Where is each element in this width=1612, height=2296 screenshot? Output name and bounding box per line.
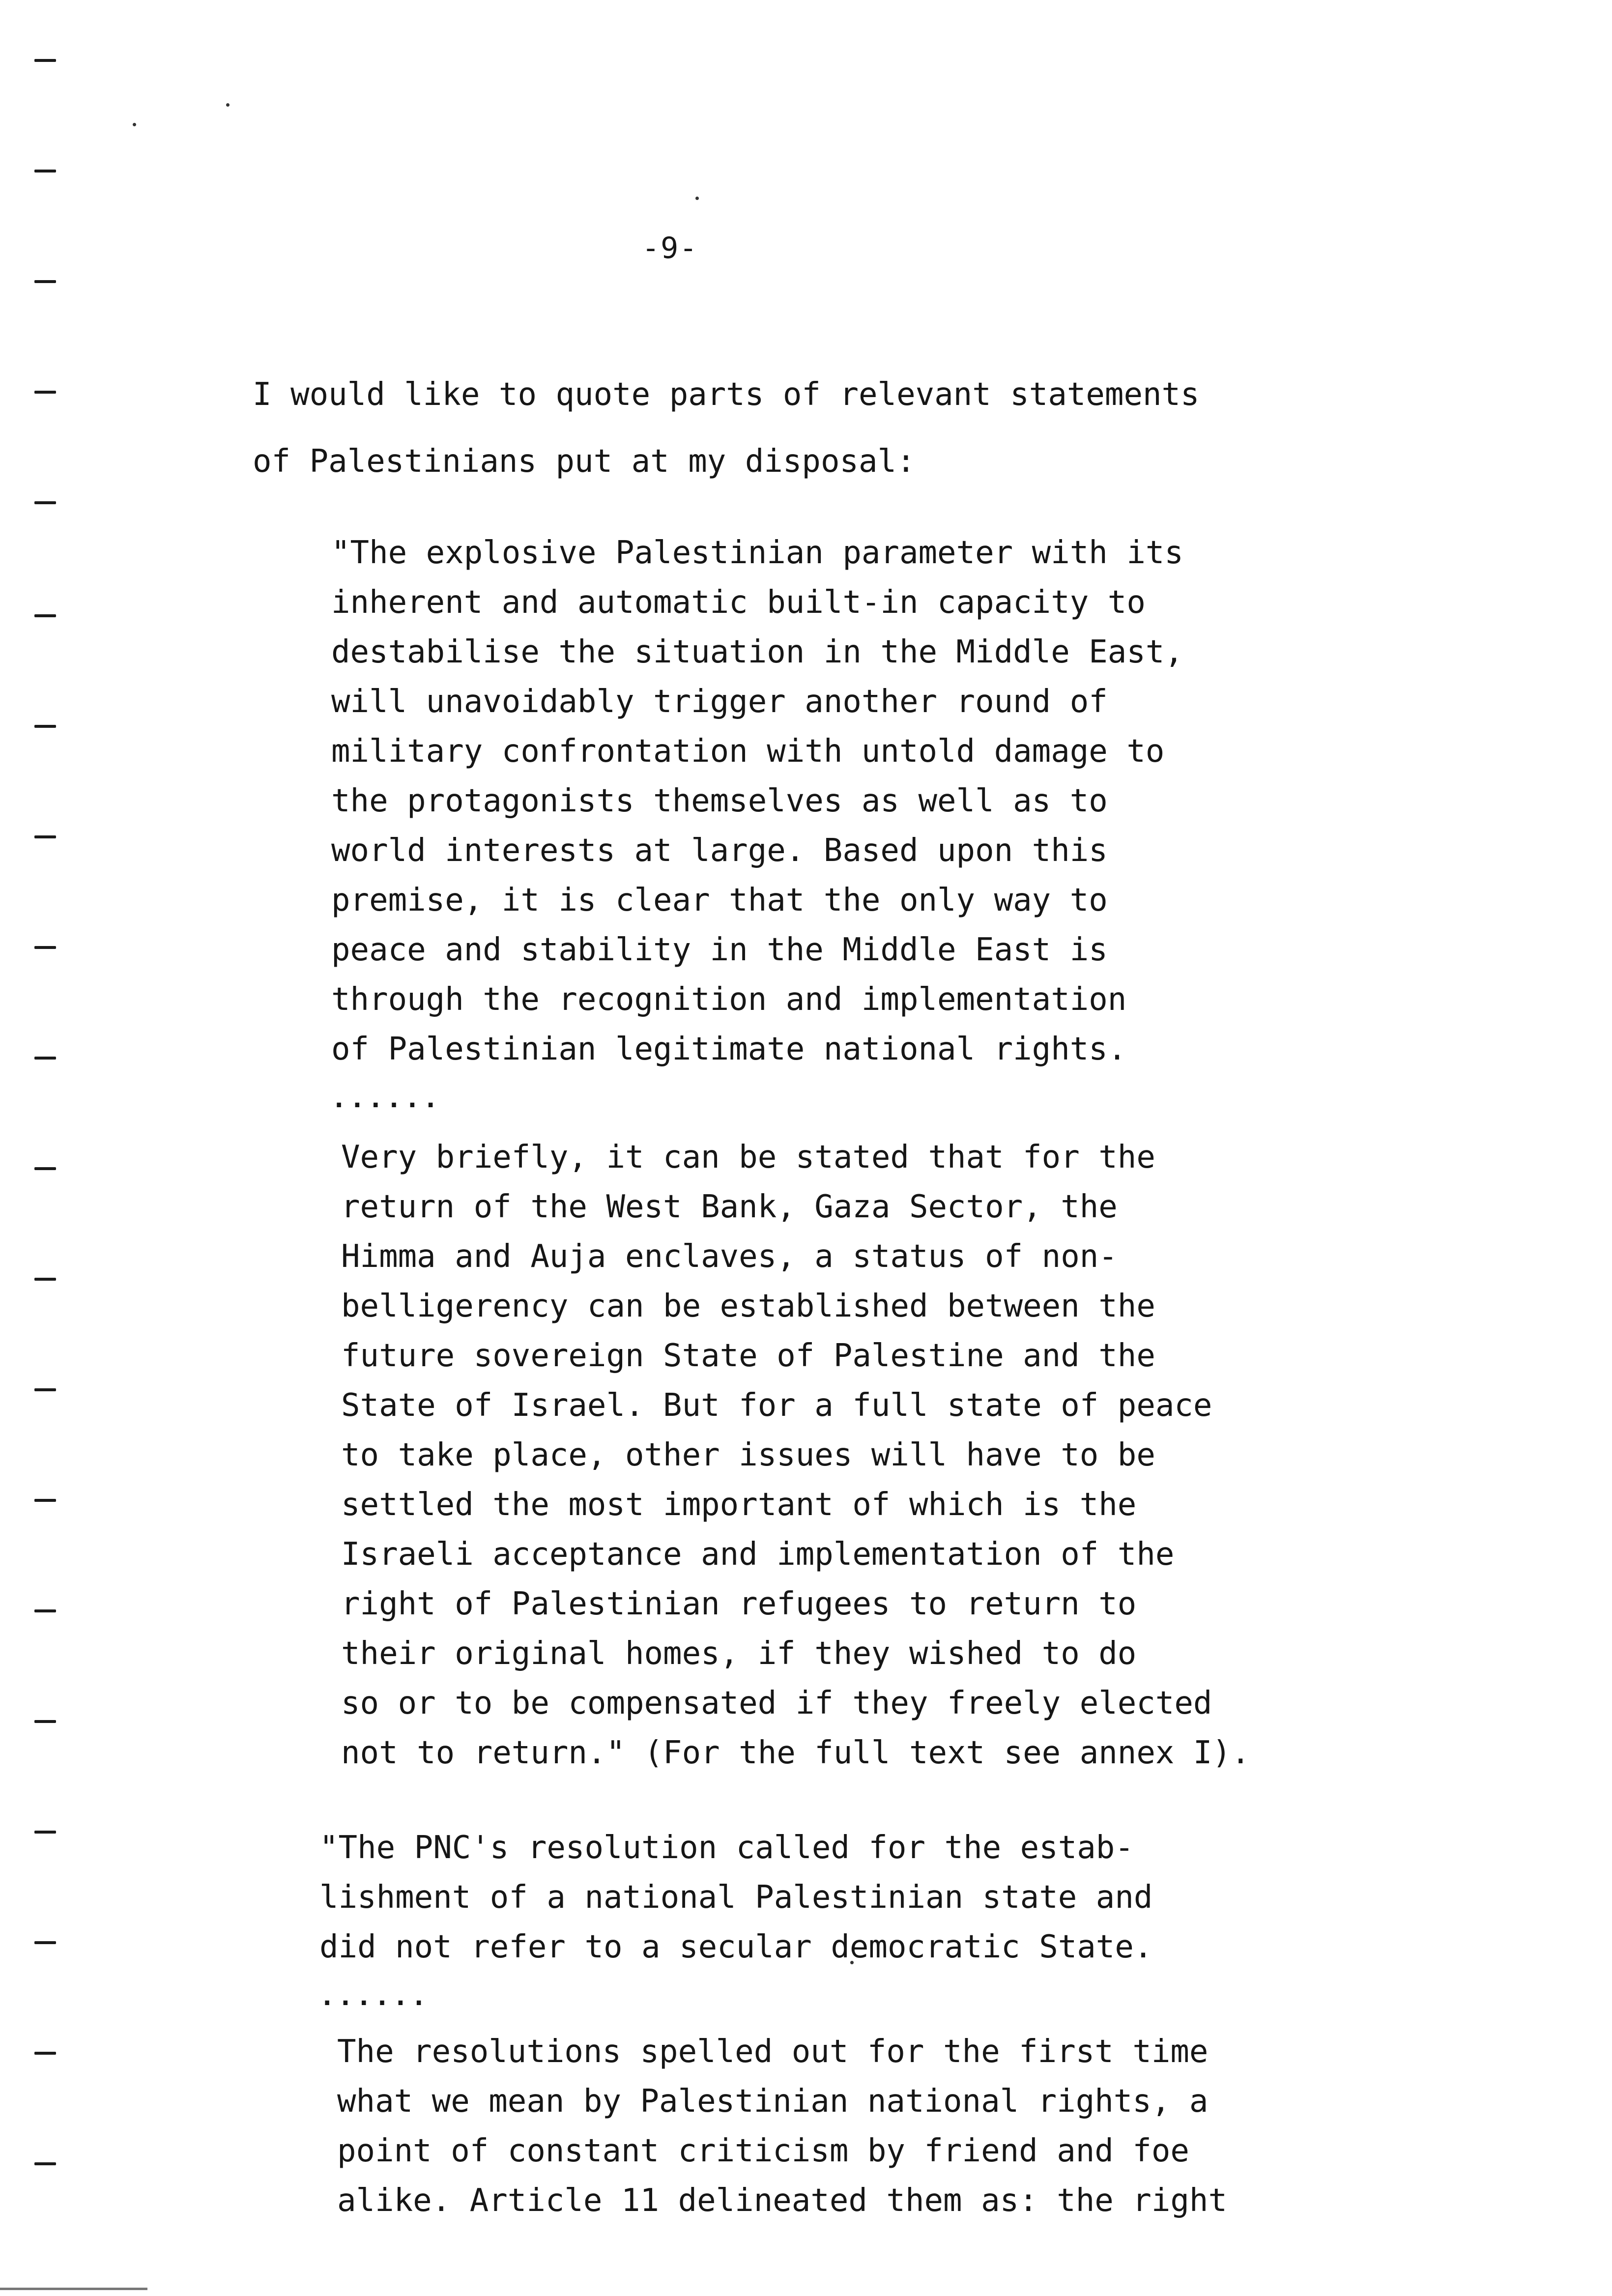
margin-mark: [34, 2052, 56, 2055]
margin-mark: [34, 391, 56, 394]
margin-mark: [34, 725, 56, 728]
quote-line: future sovereign State of Palestine and the: [341, 1338, 1155, 1374]
margin-mark: [34, 1278, 56, 1281]
quote-line: settled the most important of which is the: [341, 1487, 1137, 1523]
intro-paragraph: [253, 361, 1334, 495]
quote-block-3: [319, 1823, 1352, 2022]
quote-line: their original homes, if they wished to do: [341, 1636, 1137, 1672]
quote-line: return of the West Bank, Gaza Sector, the: [341, 1189, 1118, 1225]
quote-line: belligerency can be established between the: [341, 1288, 1155, 1324]
quote-block-2: [341, 1133, 1373, 1778]
margin-mark: [34, 614, 56, 617]
quote-line: not to return." (For the full text see annex I).: [341, 1735, 1250, 1771]
quote-block-1: [331, 528, 1363, 1124]
ellipsis-dots: ......: [331, 1084, 441, 1114]
margin-mark: [34, 170, 56, 172]
ellipsis-dots: ......: [319, 1982, 430, 2011]
quote-line: The resolutions spelled out for the first time: [337, 2034, 1209, 2070]
margin-mark: [34, 59, 56, 62]
quote-line: of Palestinian legitimate national rights.: [331, 1031, 1127, 1067]
quote-line: military confrontation with untold damage to: [331, 733, 1165, 770]
bottom-edge-rule: [0, 2288, 147, 2290]
quote-line: the protagonists themselves as well as to: [331, 783, 1108, 819]
margin-mark: [34, 1941, 56, 1944]
quote-line: peace and stability in the Middle East is: [331, 932, 1108, 968]
scan-speck: [226, 103, 230, 107]
quote-line: "The PNC's resolution called for the estab-: [319, 1830, 1134, 1866]
quote-line: destabilise the situation in the Middle East,: [331, 634, 1183, 670]
quote-line: Himma and Auja enclaves, a status of non-: [341, 1238, 1118, 1275]
quote-line: Very briefly, it can be stated that for the: [341, 1139, 1155, 1176]
scan-speck: [133, 123, 136, 126]
quote-line: State of Israel. But for a full state of peace: [341, 1387, 1212, 1424]
margin-mark: [34, 1499, 56, 1502]
margin-mark: [34, 1167, 56, 1170]
quote-line: Israeli acceptance and implementation of the: [341, 1536, 1175, 1573]
page-number: -9-: [642, 231, 698, 265]
margin-mark: [34, 835, 56, 838]
margin-mark: [34, 1057, 56, 1060]
margin-mark: [34, 501, 56, 504]
margin-mark: [34, 1609, 56, 1612]
quote-line: alike. Article 11 delineated them as: the right: [337, 2182, 1227, 2219]
margin-mark: [34, 1720, 56, 1723]
quote-line: through the recognition and implementation: [331, 981, 1127, 1018]
quote-line: did not refer to a secular democratic State.: [319, 1929, 1153, 1965]
quote-line: so or to be compensated if they freely elected: [341, 1685, 1212, 1722]
margin-mark: [34, 2162, 56, 2165]
scan-speck: [695, 197, 699, 200]
quote-line: will unavoidably trigger another round of: [331, 684, 1108, 720]
quote-line: "The explosive Palestinian parameter with its: [331, 535, 1183, 571]
margin-mark: [34, 946, 56, 949]
quote-line: inherent and automatic built-in capacity to: [331, 584, 1146, 621]
quote-line: what we mean by Palestinian national rights, a: [337, 2083, 1209, 2120]
quote-line: to take place, other issues will have to be: [341, 1437, 1155, 1473]
intro-line: of Palestinians put at my disposal:: [253, 443, 916, 480]
quote-block-4: [337, 2027, 1369, 2226]
quote-line: point of constant criticism by friend and foe: [337, 2133, 1189, 2169]
quote-line: world interests at large. Based upon this: [331, 832, 1108, 869]
margin-mark: [34, 1388, 56, 1391]
margin-mark: [34, 280, 56, 283]
quote-line: premise, it is clear that the only way to: [331, 882, 1108, 918]
quote-line: right of Palestinian refugees to return to: [341, 1586, 1137, 1622]
quote-line: lishment of a national Palestinian state and: [319, 1879, 1153, 1916]
margin-mark: [34, 1831, 56, 1834]
intro-line: I would like to quote parts of relevant statements: [253, 376, 1200, 413]
